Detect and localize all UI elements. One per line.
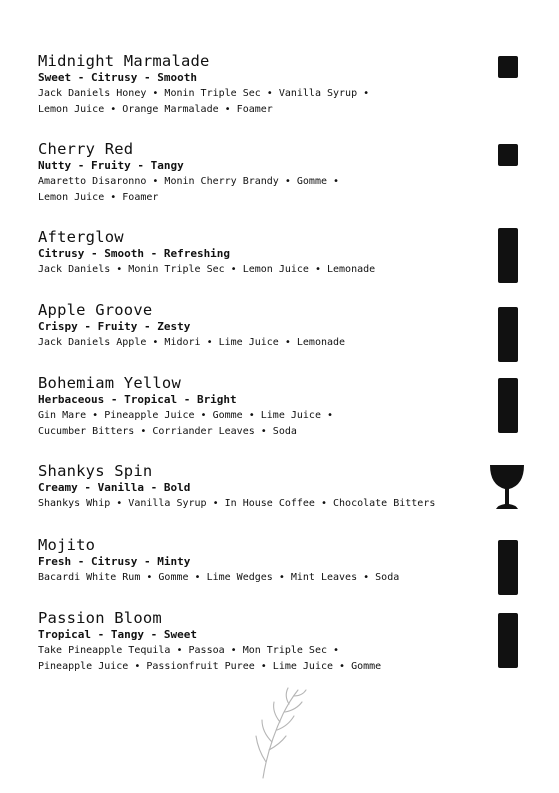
cocktail-flavor-profile: Crispy - Fruity - Zesty (38, 320, 191, 333)
cocktail-ingredients-line: Lemon Juice • Foamer (38, 192, 159, 203)
cocktail-name: Apple Groove (38, 301, 153, 319)
cocktail-name: Bohemiam Yellow (38, 374, 181, 392)
cocktail-ingredients-line: Bacardi White Rum • Gomme • Lime Wedges • Mint Leaves • Soda (38, 572, 400, 583)
cocktail-ingredients-line: Jack Daniels • Monin Triple Sec • Lemon Juice • Lemonade (38, 264, 376, 275)
cocktail-name: Cherry Red (38, 140, 134, 158)
cocktail-flavor-profile: Nutty - Fruity - Tangy (38, 159, 184, 172)
cocktail-name: Mojito (38, 536, 96, 554)
cocktail-ingredients-line: Jack Daniels Honey • Monin Triple Sec • Vanilla Syrup • (38, 88, 370, 99)
cocktail-ingredients-line: Pineapple Juice • Passionfruit Puree • Lime Juice • Gomme (38, 661, 382, 672)
highball-glass-icon (498, 540, 518, 595)
cocktail-flavor-profile: Citrusy - Smooth - Refreshing (38, 247, 231, 260)
cocktail-item-passion-bloom (38, 609, 498, 674)
herb-sprig-icon (250, 686, 308, 782)
cocktail-item-cherry-red (38, 140, 498, 205)
cocktail-name: Midnight Marmalade (38, 52, 210, 70)
cocktail-item-midnight-marmalade (38, 52, 498, 117)
rocks-glass-icon (498, 56, 518, 78)
cocktail-item-bohemiam-yellow (38, 374, 498, 439)
highball-glass-icon (498, 378, 518, 433)
cocktail-item-apple-groove (38, 301, 498, 350)
cocktail-flavor-profile: Tropical - Tangy - Sweet (38, 628, 197, 641)
highball-glass-icon (498, 307, 518, 362)
rocks-glass-icon (498, 144, 518, 166)
highball-glass-icon (498, 613, 518, 668)
cocktail-ingredients-line: Take Pineapple Tequila • Passoa • Mon Triple Sec • (38, 645, 340, 656)
cocktail-item-afterglow (38, 228, 498, 277)
cocktail-item-shankys-spin (38, 462, 498, 511)
cocktail-ingredients-line: Shankys Whip • Vanilla Syrup • In House Coffee • Chocolate Bitters (38, 498, 436, 509)
cocktail-ingredients-line: Lemon Juice • Orange Marmalade • Foamer (38, 104, 273, 115)
cocktail-ingredients-line: Amaretto Disaronno • Monin Cherry Brandy • Gomme • (38, 176, 340, 187)
cocktail-name: Passion Bloom (38, 609, 162, 627)
cocktail-name: Afterglow (38, 228, 124, 246)
cocktail-flavor-profile: Fresh - Citrusy - Minty (38, 555, 191, 568)
cocktail-ingredients-line: Jack Daniels Apple • Midori • Lime Juice • Lemonade (38, 337, 346, 348)
cocktail-name: Shankys Spin (38, 462, 153, 480)
cocktail-flavor-profile: Sweet - Citrusy - Smooth (38, 71, 197, 84)
coupe-glass-icon (489, 463, 525, 511)
highball-glass-icon (498, 228, 518, 283)
cocktail-item-mojito (38, 536, 498, 585)
cocktail-flavor-profile: Herbaceous - Tropical - Bright (38, 393, 237, 406)
cocktail-ingredients-line: Gin Mare • Pineapple Juice • Gomme • Lime Juice • (38, 410, 334, 421)
cocktail-flavor-profile: Creamy - Vanilla - Bold (38, 481, 191, 494)
cocktail-ingredients-line: Cucumber Bitters • Corriander Leaves • Soda (38, 426, 297, 437)
